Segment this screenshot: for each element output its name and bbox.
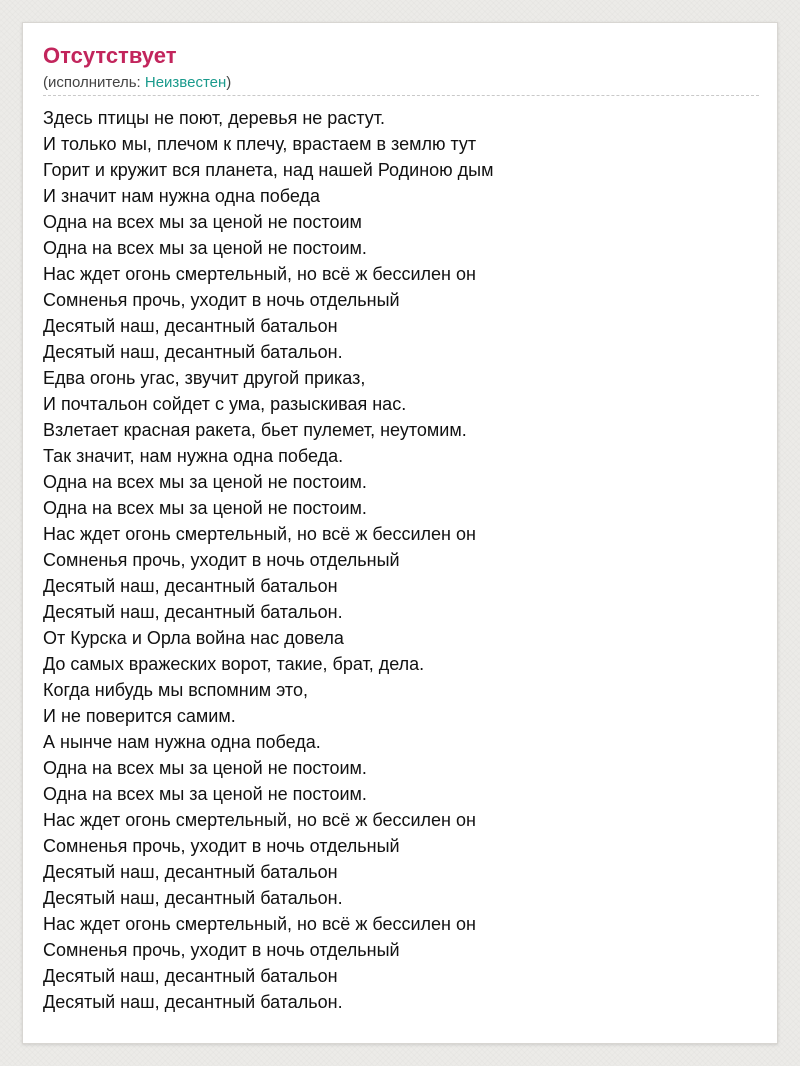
lyric-line: Десятый наш, десантный батальон	[43, 862, 338, 882]
lyric-line: Так значит, нам нужна одна победа.	[43, 446, 344, 466]
lyric-line: Одна на всех мы за ценой не постоим	[43, 212, 362, 232]
lyric-line: Сомненья прочь, уходит в ночь отдельный	[43, 940, 400, 960]
lyric-line: Десятый наш, десантный батальон	[43, 966, 338, 986]
lyric-line: Десятый наш, десантный батальон.	[43, 342, 343, 362]
dashed-divider	[43, 95, 759, 96]
lyric-line: Десятый наш, десантный батальон.	[43, 602, 343, 622]
lyric-line: А нынче нам нужна одна победа.	[43, 732, 321, 752]
lyric-line: Горит и кружит вся планета, над нашей Родиною дым	[43, 160, 494, 180]
lyric-line: И почтальон сойдет с ума, разыскивая нас.	[43, 394, 407, 414]
lyric-line: Сомненья прочь, уходит в ночь отдельный	[43, 290, 400, 310]
lyric-line: Взлетает красная ракета, бьет пулемет, неутомим.	[43, 420, 467, 440]
lyric-line: Сомненья прочь, уходит в ночь отдельный	[43, 836, 400, 856]
lyrics-body	[43, 105, 759, 1015]
lyric-line: И значит нам нужна одна победа	[43, 186, 320, 206]
lyric-line: И не поверится самим.	[43, 706, 236, 726]
lyric-line: Одна на всех мы за ценой не постоим.	[43, 472, 367, 492]
lyric-line: Нас ждет огонь смертельный, но всё ж бессилен он	[43, 264, 476, 284]
lyric-line: Нас ждет огонь смертельный, но всё ж бессилен он	[43, 524, 476, 544]
artist-link[interactable]: Неизвестен	[144, 74, 227, 91]
artist-line	[43, 73, 231, 93]
lyric-line: До самых вражеских ворот, такие, брат, дела.	[43, 654, 425, 674]
lyric-line: Одна на всех мы за ценой не постоим.	[43, 238, 367, 258]
lyric-line: Нас ждет огонь смертельный, но всё ж бессилен он	[43, 914, 476, 934]
lyric-line: Десятый наш, десантный батальон.	[43, 992, 343, 1012]
lyric-line: Одна на всех мы за ценой не постоим.	[43, 784, 367, 804]
lyric-line: От Курска и Орла война нас довела	[43, 628, 344, 648]
lyric-line: Сомненья прочь, уходит в ночь отдельный	[43, 550, 400, 570]
artist-prefix: (исполнитель:	[43, 74, 145, 91]
lyrics-card	[22, 22, 778, 1044]
lyric-line: Одна на всех мы за ценой не постоим.	[43, 758, 367, 778]
lyric-line: Когда нибудь мы вспомним это,	[43, 680, 308, 700]
lyric-line: Одна на всех мы за ценой не постоим.	[43, 498, 367, 518]
lyric-line: Десятый наш, десантный батальон.	[43, 888, 343, 908]
lyric-line: И только мы, плечом к плечу, врастаем в землю тут	[43, 134, 477, 154]
lyric-line: Десятый наш, десантный батальон	[43, 576, 338, 596]
lyric-line: Нас ждет огонь смертельный, но всё ж бессилен он	[43, 810, 476, 830]
song-title: Отсутствует	[43, 43, 177, 68]
artist-suffix: )	[226, 74, 232, 91]
lyric-line: Едва огонь угас, звучит другой приказ,	[43, 368, 366, 388]
lyric-line: Десятый наш, десантный батальон	[43, 316, 338, 336]
lyric-line: Здесь птицы не поют, деревья не растут.	[43, 108, 386, 128]
